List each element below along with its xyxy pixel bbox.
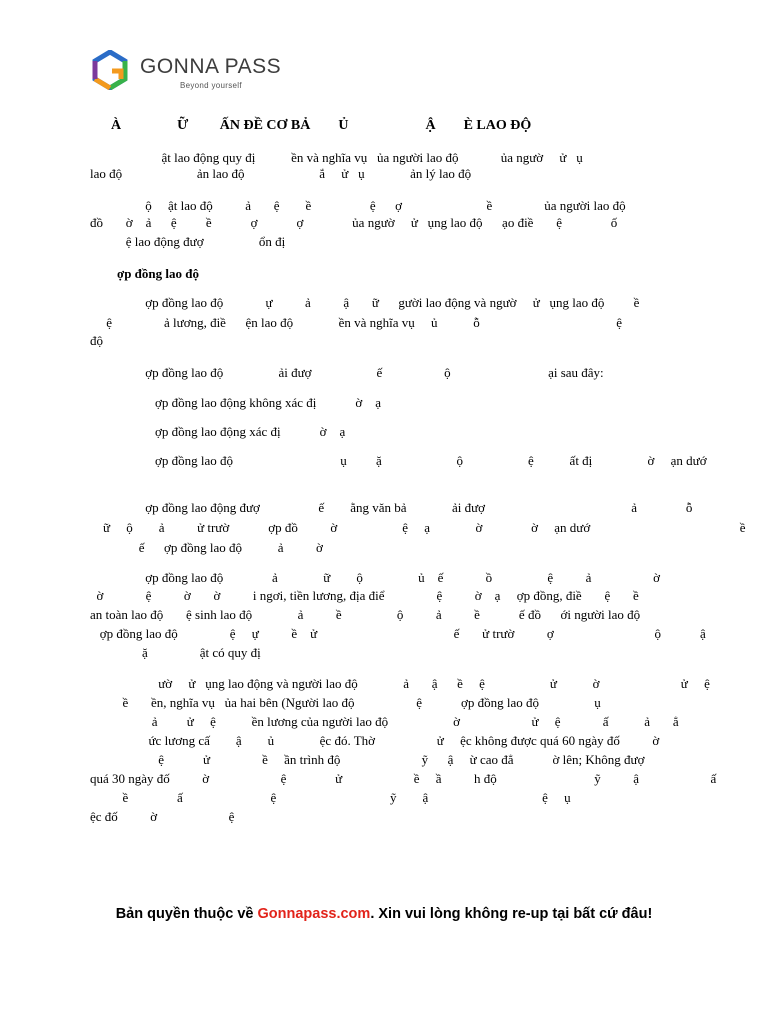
paragraph-line: ề ền, nghĩa vụ ủa hai bên (Người lao độ ệ ợp đồng lao độ ụ	[90, 695, 601, 710]
paragraph-line: ợp đồng lao độ ả ữ ộ ủ ế ồ ệ ả ờ	[90, 570, 661, 585]
copyright-suffix: . Xin vui lòng không re-up tại bất cứ đâu!	[370, 906, 653, 922]
paragraph-line: ế ợp đồng lao độ ả ờ	[90, 540, 323, 555]
section-heading: ợp đồng lao độ	[117, 266, 199, 281]
paragraph-line: ả ử ệ ền lương của người lao độ ờ ử ệ ấ ả ẳ	[90, 714, 679, 729]
brand-tagline: Beyond yourself	[180, 81, 242, 90]
paragraph-line: đồ ờ ả ệ ề ợ ợ ủa ngườ ử ụng lao độ ạo điề ệ ố	[90, 215, 618, 230]
paragraph-line: ữ ộ ả ử trườ ợp đồ ờ ệ ạ ờ ờ ạn dướ ề	[90, 520, 746, 535]
copyright-prefix: Bản quyền thuộc về	[115, 906, 258, 922]
paragraph-line: quá 30 ngày đố ờ ệ ử ề ầ h độ ỹ ậ ấ	[90, 771, 717, 786]
paragraph-line: ườ ử ụng lao động và người lao độ ả ậ ề ệ ử ờ ử ệ	[90, 676, 710, 691]
list-item: ợp đồng lao động xác đị ờ ạ	[155, 424, 346, 439]
paragraph-line: ợp đồng lao độ ự ả ậ ữ gười lao động và ngườ ử ụng lao độ ề	[90, 295, 640, 310]
paragraph-line: ợp đồng lao độ ệ ự ề ử ế ử trườ ợ ộ ậ	[90, 626, 706, 641]
paragraph-line: ệ lao động đượ ổn đị	[90, 234, 286, 249]
paragraph-line: độ	[90, 333, 103, 348]
brand-name: GONNA PASS	[140, 55, 282, 78]
paragraph-line: ệ ả lương, điề ện lao độ ền và nghĩa vụ ủ ỗ ệ	[90, 315, 623, 330]
paragraph-line: ờ ệ ờ ờ i ngơi, tiền lương, địa điể ệ ờ ạ ợp đồng, điề ệ ề	[90, 588, 639, 603]
gonnapass-link[interactable]: Gonnapass.com	[257, 906, 371, 922]
paragraph-line: ộ ật lao độ ả ệ ề ệ ợ ề ủa người lao độ	[90, 198, 626, 213]
paragraph-line: an toàn lao độ ệ sinh lao độ ả ề ộ ả ề ế đồ ới người lao độ	[90, 607, 641, 622]
gonnapass-g-hexagon-icon	[92, 50, 128, 90]
paragraph-line: ợp đồng lao động đượ ế ằng văn bả ải đượ ả ỗ	[90, 500, 693, 515]
list-item: ợp đồng lao động không xác đị ờ ạ	[155, 395, 382, 410]
copyright-notice	[0, 906, 768, 922]
paragraph-line: ệc đố ờ ệ	[90, 809, 235, 824]
gonnapass-logo	[92, 50, 312, 96]
document-title: À Ữ ẤN ĐỀ CƠ BẢ Ủ Ậ È LAO ĐỘ	[111, 118, 532, 133]
paragraph-line: ức lương cấ ậ ủ ệc đó. Thờ ử ệc không được quá 60 ngày đố ờ	[90, 733, 660, 748]
paragraph-line: ợp đồng lao độ ải đượ ế ộ ại sau đây:	[90, 365, 604, 380]
paragraph-line: ệ ử ề ần trình độ ỹ ậ ừ cao đẳ ờ lên; Không đượ	[90, 752, 645, 767]
paragraph-line: ật lao động quy đị ền và nghĩa vụ ủa người lao độ ủa ngườ ử ụ	[90, 150, 583, 165]
paragraph-line: lao độ ản lao độ ắ ử ụ ản lý lao độ	[90, 166, 472, 181]
paragraph-line: ặ ật có quy đị	[90, 645, 261, 660]
list-item: ợp đồng lao độ ụ ặ ộ ệ ất đị ờ ạn dướ	[155, 453, 707, 468]
paragraph-line: ề ấ ệ ỹ ậ ệ ụ	[90, 790, 571, 805]
